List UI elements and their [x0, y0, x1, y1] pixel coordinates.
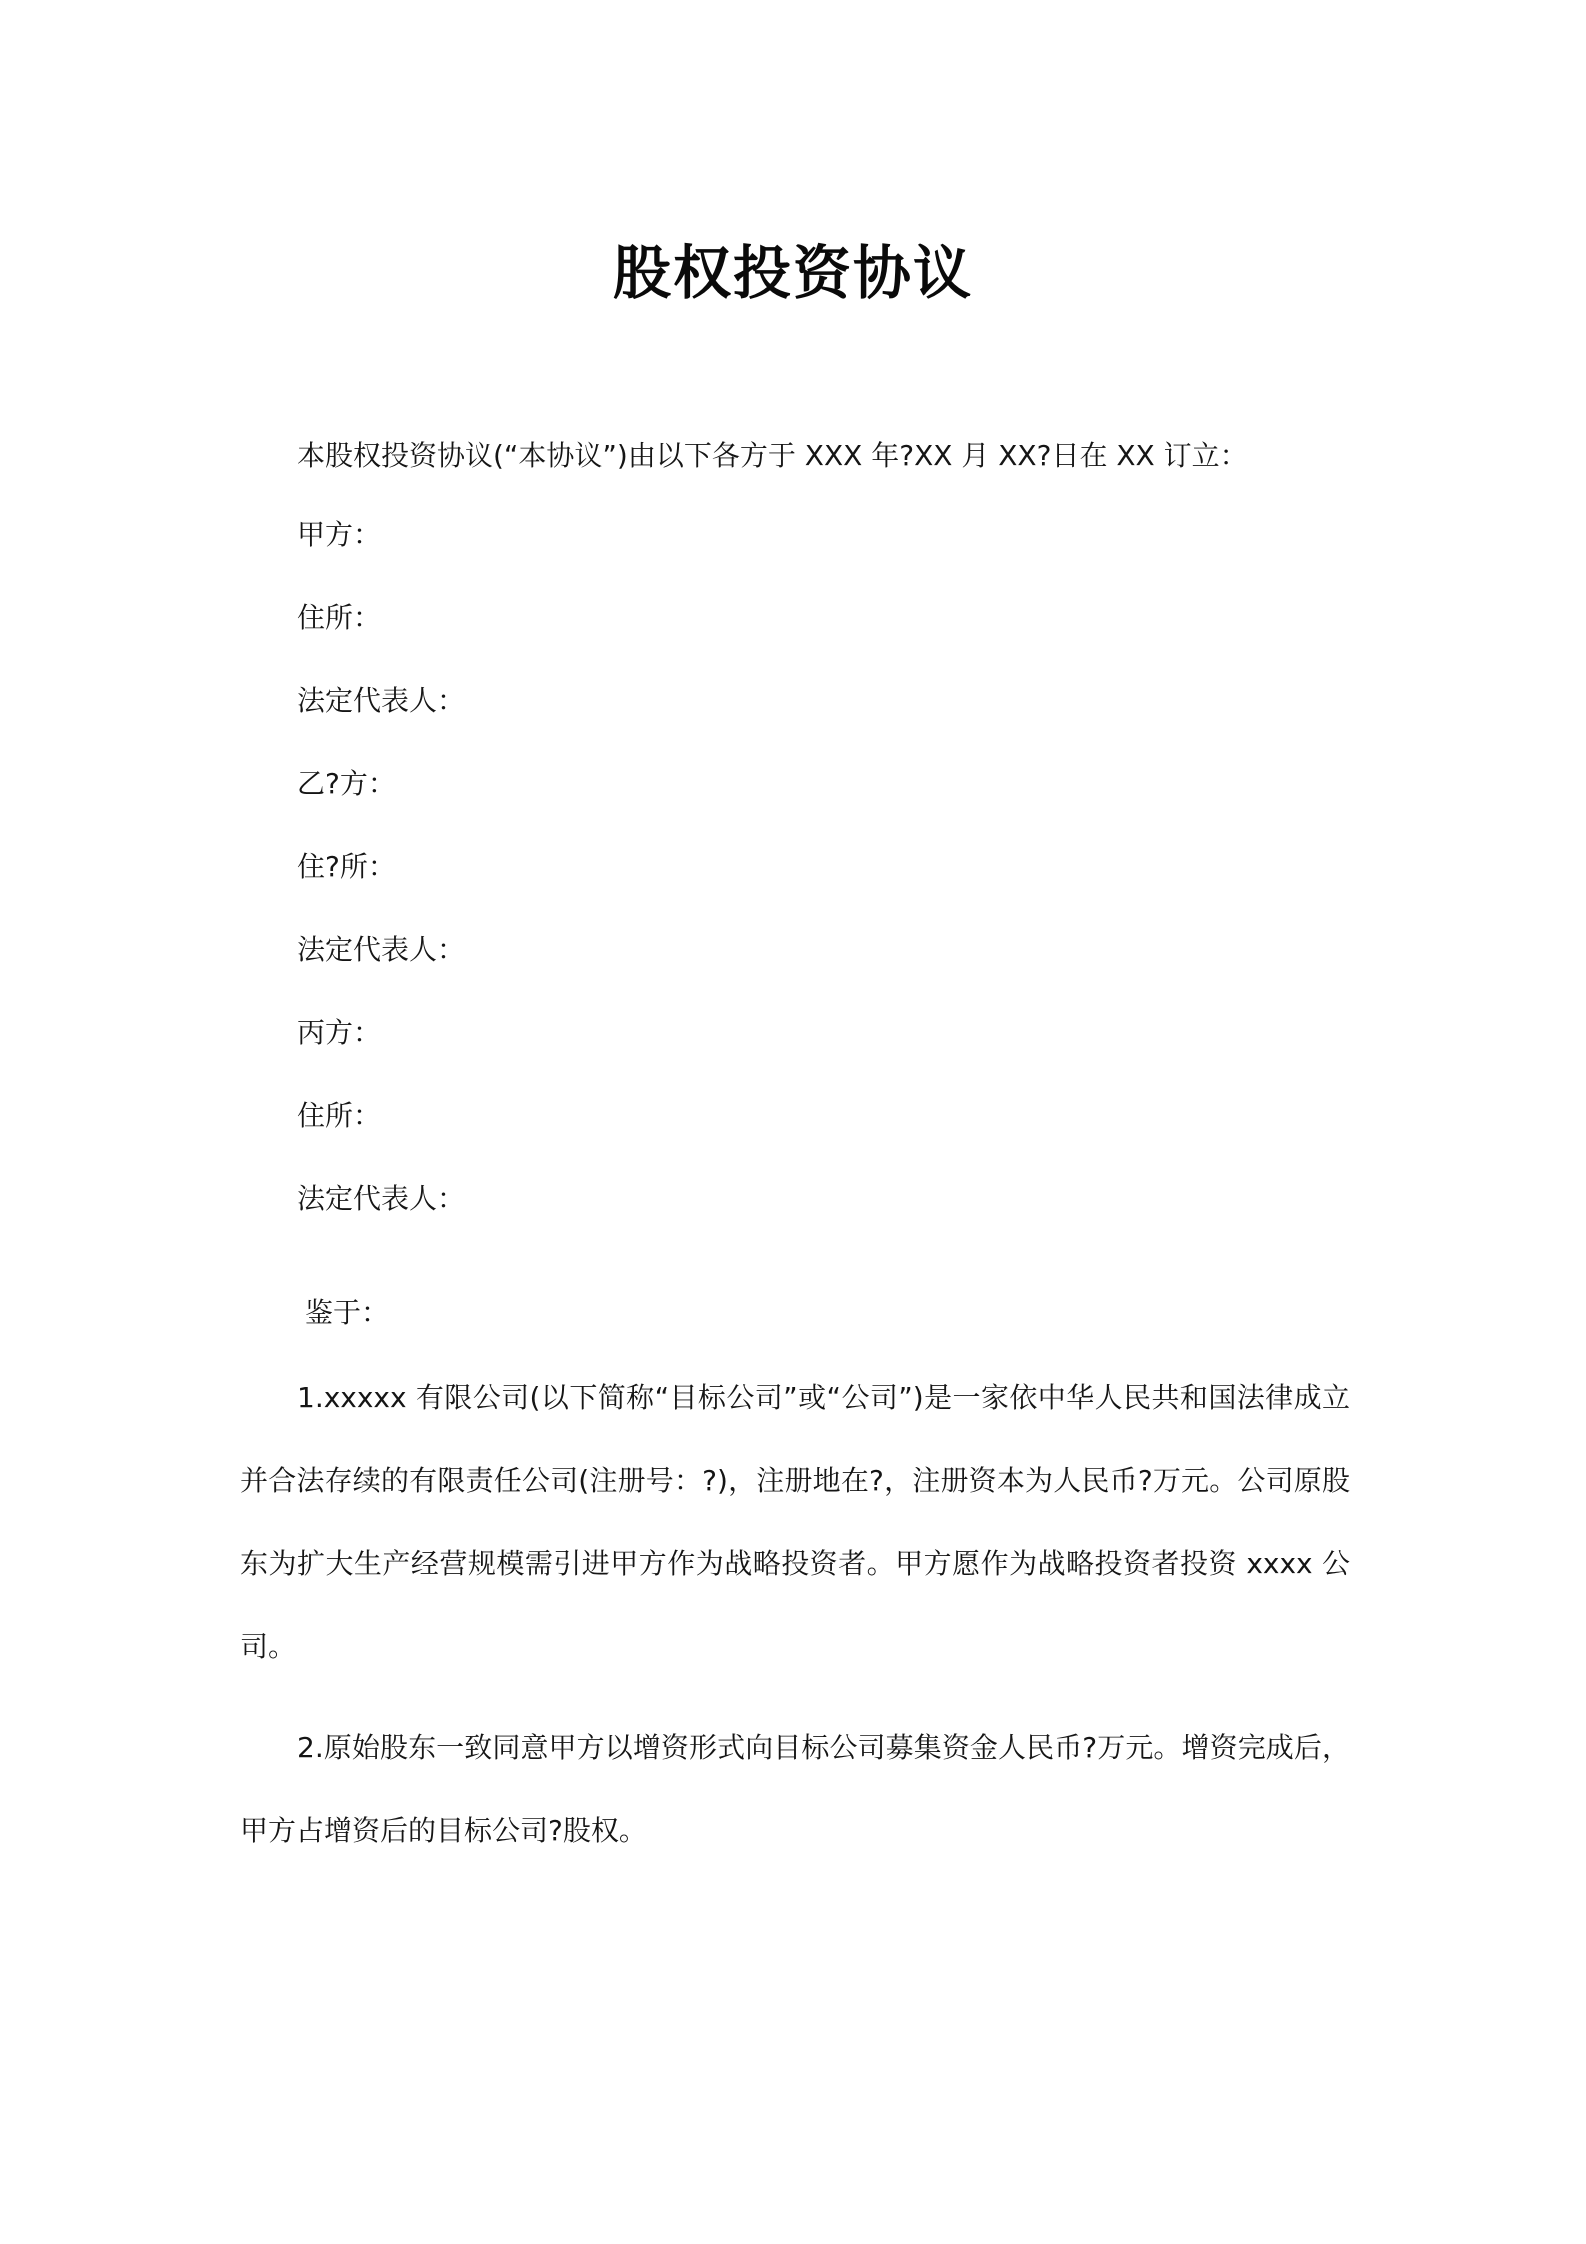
agreement-intro: 本股权投资协议(“本协议”)由以下各方于 XXX 年?XX 月 XX?日在 XX 订立： — [297, 439, 1248, 472]
clause-1: 1.xxxxx 有限公司(以下简称“目标公司”或“公司”)是一家依中华人民共和国法律成立并合法存续的有限责任公司(注册号：?)，注册地在?，注册资本为人民币?万元。公司原股东为扩大生产经营规模需引进甲方作为战略投资者。甲方愿作为战略投资者投资 xxxx 公司。 — [240, 1381, 1350, 1663]
party-c-representative-label: 法定代表人： — [297, 1182, 466, 1215]
clause-2-block — [240, 1706, 1350, 1872]
party-b-address-label: 住?所： — [297, 850, 396, 883]
clause-2: 2.原始股东一致同意甲方以增资形式向目标公司募集资金人民币?万元。增资完成后，甲方占增资后的目标公司?股权。 — [240, 1731, 1350, 1847]
party-c-address-label: 住所： — [297, 1099, 382, 1132]
party-a-label: 甲方： — [297, 518, 382, 551]
party-b-label: 乙?方： — [297, 767, 396, 800]
document-title: 股权投资协议 — [612, 239, 973, 307]
whereas-label: 鉴于： — [305, 1296, 390, 1329]
clause-1-block — [240, 1356, 1350, 1688]
party-c-label: 丙方： — [297, 1016, 382, 1049]
party-a-address-label: 住所： — [297, 601, 382, 634]
party-a-representative-label: 法定代表人： — [297, 684, 466, 717]
party-b-representative-label: 法定代表人： — [297, 933, 466, 966]
